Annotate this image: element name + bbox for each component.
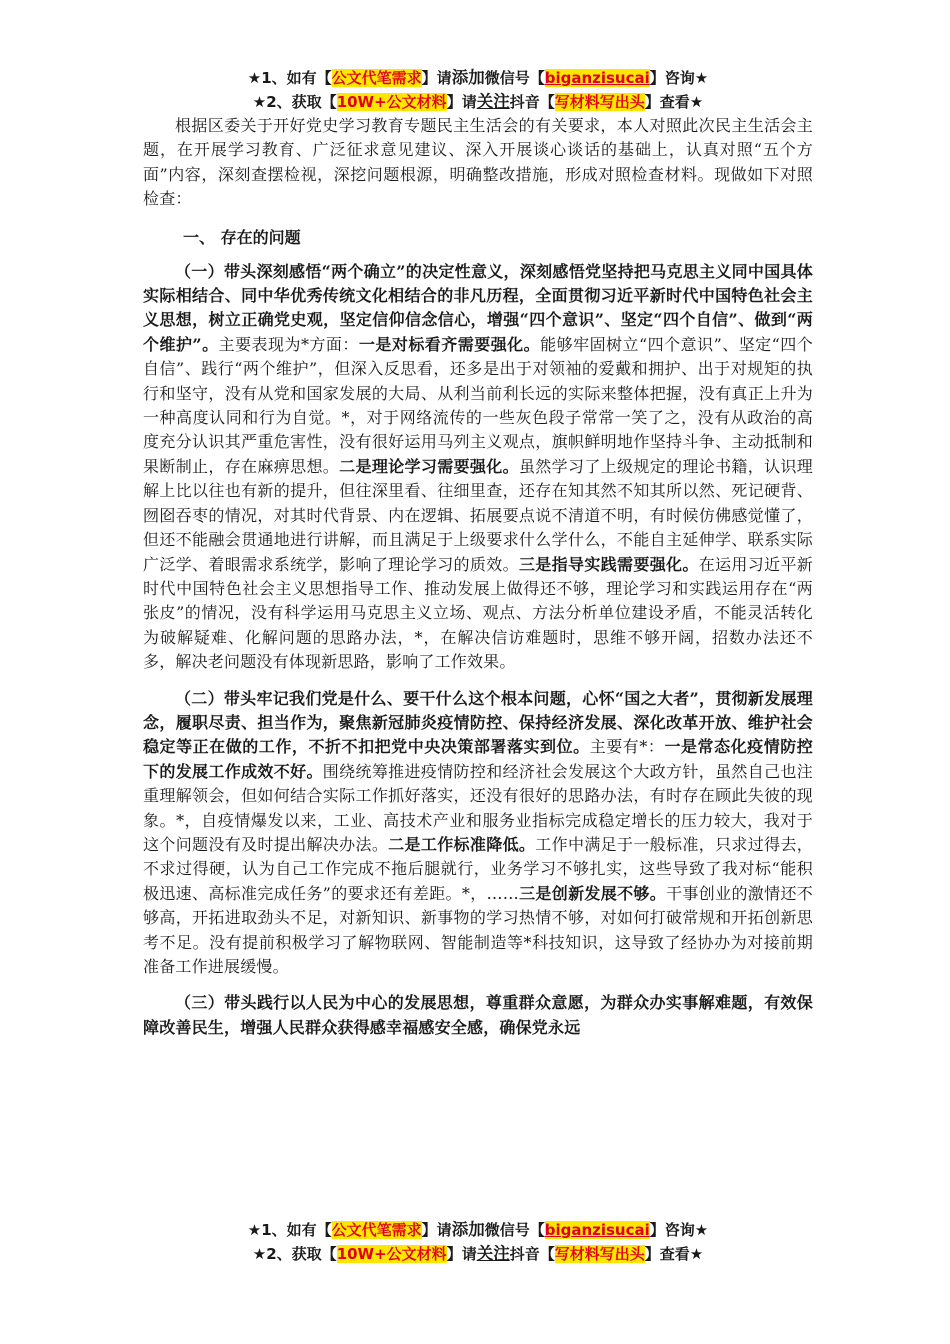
banner-wechat-id: biganzisucai <box>544 69 650 87</box>
section-3-lead: （三）带头践行以人民为中心的发展思想，尊重群众意愿，为群众办实事解难题，有效保障改善民生，增强人民群众获得感幸福感安全感，确保党永远 <box>143 993 813 1037</box>
document-page <box>143 66 813 1040</box>
section-1-paragraph <box>143 260 813 675</box>
banner-text: 】查看★ <box>644 1245 704 1263</box>
banner-text: 抖音【 <box>509 1245 555 1263</box>
body-text: 虽然学习了上级规定的理论书籍，认识理解上比以往也有新的提升，但往深里看、往细里查，还存在知其然不知其所以然、死记硬背、囫囵吞枣的情况，对其时代背景、内在逻辑、拓展要点说不清道不明，有时候仿佛感觉懂了，但还不能融会贯通地进行讲解，而且满足于上级要求什么学什么，不能自主延伸学、联系实际广泛学、着眼需求系统学，影响了理论学习的质效。 <box>143 456 813 574</box>
banner-text: 微信号【 <box>484 1221 545 1239</box>
banner-text: 抖音【 <box>509 93 555 111</box>
banner-douyin-id: 写材料写出头 <box>554 93 645 111</box>
promo-banner-top-2 <box>143 90 813 114</box>
banner-highlight: 公文代笔需求 <box>331 69 422 87</box>
banner-highlight: 10W+公文材料 <box>336 93 447 111</box>
section-3-paragraph <box>143 991 813 1040</box>
section-2-paragraph <box>143 687 813 980</box>
banner-wechat-id: biganzisucai <box>544 1221 650 1239</box>
banner-text: ★2、获取【 <box>252 93 337 111</box>
body-text: 工作中满足于一般标准，只求过得去，不求过得硬，认为自己工作完成不拖后腿就行，业务学习不够扎实，这些导致了我对标“能积极迅速、高标准完成任务”的要求还有差距。*，…… <box>143 834 813 903</box>
point-heading: 二是工作标准降低。 <box>388 834 536 854</box>
promo-banner-bottom-2 <box>143 1242 813 1266</box>
banner-text: 】查看★ <box>644 93 704 111</box>
section-heading: 一、 存在的问题 <box>183 227 301 247</box>
banner-text: 微信号【 <box>484 69 545 87</box>
banner-text: 】请 <box>421 1221 452 1239</box>
promo-banner-top-1 <box>143 66 813 90</box>
banner-text: 】咨询★ <box>649 69 709 87</box>
banner-text: ★1、如有【 <box>247 1221 332 1239</box>
body-text: 主要表现为*方面： <box>218 334 359 354</box>
point-heading: 一是对标看齐需要强化。 <box>358 334 541 354</box>
promo-footer <box>143 1218 813 1266</box>
banner-text: ★1、如有【 <box>247 69 332 87</box>
body-text: 围绕统筹推进疫情防控和经济社会发展这个大政方针，虽然自己也注重理解领会，但如何结合实际工作抓好落实，还没有很好的思路办法，有时存在顾此失彼的现象。*，自疫情爆发以来，工业、高技术产业和服务业指标完成稳定增长的压力较大，我对于这个问题没有及时提出解决办法。 <box>143 761 813 854</box>
banner-text: 】请 <box>421 69 452 87</box>
banner-text: ★2、获取【 <box>252 1245 337 1263</box>
body-text: 干事创业的激情还不够高，开拓进取劲头不足，对新知识、新事物的学习热情不够，对如何打破常规和开拓创新思考不足。没有提前积极学习了解物联网、智能制造等*科技知识，这导致了经协办为对接前期准备工作进展缓慢。 <box>143 883 813 976</box>
banner-highlight: 10W+公文材料 <box>336 1245 447 1263</box>
banner-emphasis: 关注 <box>476 92 510 111</box>
banner-text: 】请 <box>446 1245 477 1263</box>
body-text: 主要有*： <box>589 737 665 757</box>
promo-banner-bottom-1 <box>143 1218 813 1242</box>
point-heading: 二是理论学习需要强化。 <box>339 456 519 476</box>
banner-emphasis: 关注 <box>476 1244 510 1263</box>
body-text: 能够牢固树立“四个意识”、坚定“四个自信”、践行“两个维护”，但深入反思看，还多是出于对领袖的爱戴和拥护、出于对规矩的执行和坚守，没有从党和国家发展的大局、从利当前利长远的实际来整体把握，没有真正上升为一种高度认同和行为自觉。*，对于网络流传的一些灰色段子常常一笑了之，没有从政治的高度充分认识其严重危害性，没有很好运用马列主义观点，旗帜鲜明地作坚持斗争、主动抵制和果断制止，存在麻痹思想。 <box>143 334 813 476</box>
point-heading: 三是创新发展不够。 <box>518 883 667 903</box>
section-2-lead: （二）带头牢记我们党是什么、要干什么这个根本问题，心怀“国之大者”，贯彻新发展理念，履职尽责、担当作为，聚焦新冠肺炎疫情防控、保持经济发展、深化改革开放、维护社会稳定等正在做的工作，不折不扣把党中央决策部署落实到位。 <box>143 688 813 757</box>
point-heading: 三是指导实践需要强化。 <box>518 554 699 574</box>
banner-highlight: 公文代笔需求 <box>331 1221 422 1239</box>
banner-text: 】咨询★ <box>649 1221 709 1239</box>
intro-paragraph: 根据区委关于开好党史学习教育专题民主生活会的有关要求，本人对照此次民主生活会主题，在开展学习教育、广泛征求意见建议、深入开展谈心谈话的基础上，认真对照“五个方面”内容，深刻查摆检视，深挖问题根源，明确整改措施，形成对照检查材料。现做如下对照检查： <box>143 116 813 209</box>
banner-emphasis: 添加 <box>451 68 485 87</box>
banner-emphasis: 添加 <box>451 1220 485 1239</box>
section-1-lead: （一）带头深刻感悟“两个确立”的决定性意义，深刻感悟党坚持把马克思主义同中国具体实际相结合、同中华优秀传统文化相结合的非凡历程，全面贯彻习近平新时代中国特色社会主义思想，树立正确党史观，坚定信仰信念信心，增强“四个意识”、坚定“四个自信”、做到“两个维护”。 <box>143 261 813 354</box>
banner-douyin-id: 写材料写出头 <box>554 1245 645 1263</box>
point-heading: 一是常态化疫情防控下的发展工作成效不好。 <box>143 737 813 781</box>
body-text: 在运用习近平新时代中国特色社会主义思想指导工作、推动发展上做得还不够，理论学习和实践运用存在“两张皮”的情况，没有科学运用马克思主义立场、观点、方法分析单位建设矛盾，不能灵活转化为破解疑难、化解问题的思路办法，*，在解决信访难题时，思维不够开阔，招数办法还不多，解决老问题没有体现新思路，影响了工作效果。 <box>143 554 814 672</box>
banner-text: 】请 <box>446 93 477 111</box>
